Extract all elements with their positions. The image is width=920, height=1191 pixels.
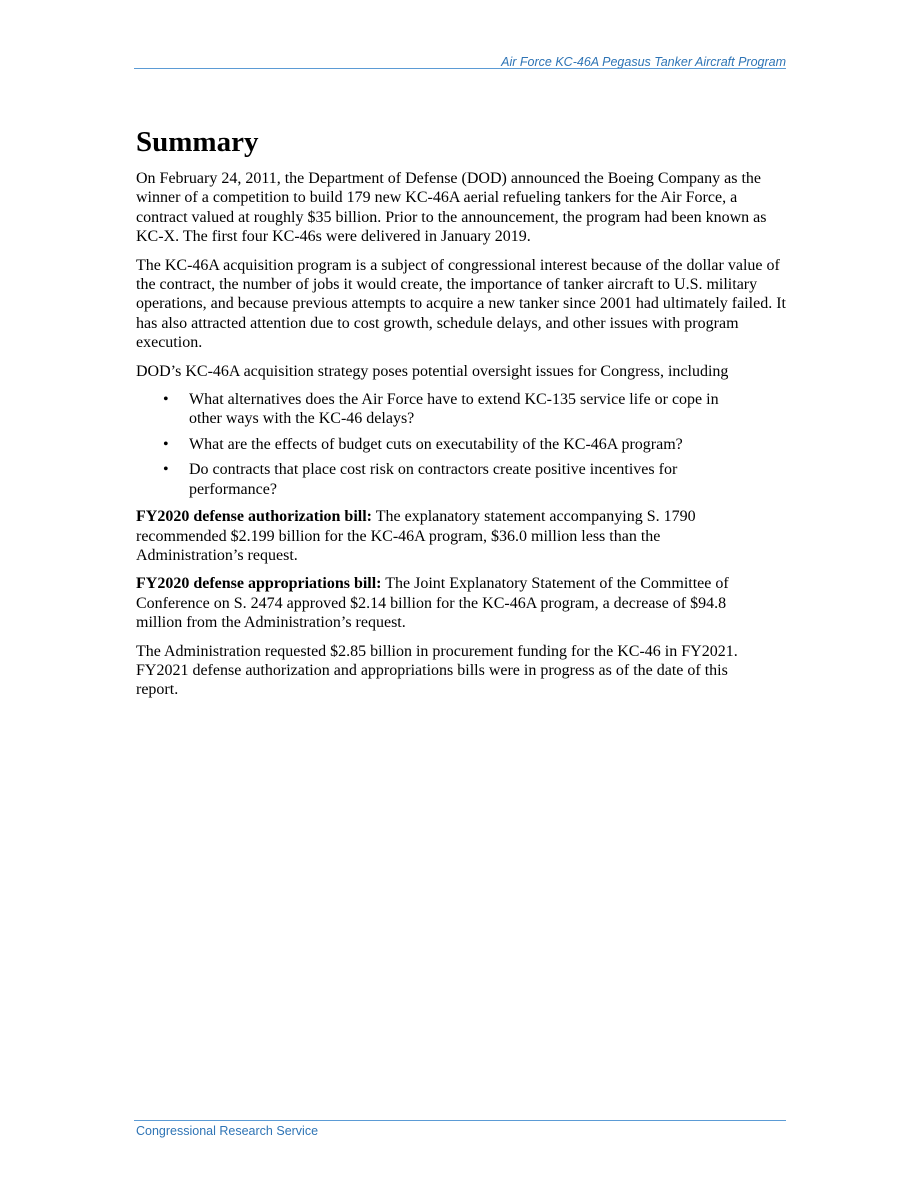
list-item-text: Do contracts that place cost risk on contractors create positive incentives for performance? — [189, 461, 678, 498]
section-heading: Summary — [136, 126, 259, 158]
closing-paragraph: The Administration requested $2.85 billion in procurement funding for the KC-46 in FY2021. FY2021 defense authorization and appropriations bills were in progress as of the date of this report. — [136, 642, 738, 699]
bullet-marker: • — [163, 391, 169, 409]
appropriations-label: FY2020 defense appropriations bill: — [136, 575, 382, 593]
intro-paragraph-1: On February 24, 2011, the Department of Defense (DOD) announced the Boeing Company as the winner of a competition to build 179 new KC-46A aerial refueling tankers for the Air Force, a contract valued at roughly $35 billion. Prior to the announcement, the program had been known as KC-X. The first four KC-46s were delivered in January 2019. — [136, 170, 767, 246]
intro-paragraph-3: DOD’s KC-46A acquisition strategy poses potential oversight issues for Congress, including — [136, 362, 729, 380]
bullet-marker: • — [163, 435, 169, 453]
intro-paragraph-2: The KC-46A acquisition program is a subject of congressional interest because of the dollar value of the contract, the number of jobs it would create, the importance of tanker aircraft to U.S. military operations, and because previous attempts to acquire a new tanker since 2001 had ultimately failed. It has also attracted attention due to cost growth, schedule delays, and other issues with program execution. — [136, 256, 786, 352]
footer-divider — [134, 1120, 786, 1121]
appropriations-text: The Joint Explanatory Statement of the Committee of Conference on S. 2474 approved $2.14 billion for the KC-46A program, a decrease of $94.8 million from the Administration’s request. — [136, 575, 729, 632]
oversight-issues-list — [136, 390, 786, 499]
appropriations-paragraph — [136, 574, 756, 632]
bullet-marker: • — [163, 461, 169, 479]
running-header-title: Air Force KC-46A Pegasus Tanker Aircraft Program — [501, 55, 786, 69]
list-item-text: What alternatives does the Air Force have to extend KC-135 service life or cope in other ways with the KC-46 delays? — [189, 391, 719, 428]
summary-section — [136, 124, 786, 709]
list-item — [136, 435, 786, 454]
list-item — [136, 390, 729, 429]
list-item — [136, 460, 709, 499]
authorization-label: FY2020 defense authorization bill: — [136, 508, 372, 526]
authorization-paragraph — [136, 507, 726, 565]
authorization-text: The explanatory statement accompanying S. 1790 recommended $2.199 billion for the KC-46A program, $36.0 million less than the Administration’s request. — [136, 508, 696, 564]
header-divider — [134, 68, 786, 69]
footer-source: Congressional Research Service — [136, 1124, 319, 1138]
list-item-text: What are the effects of budget cuts on executability of the KC-46A program? — [189, 435, 683, 453]
